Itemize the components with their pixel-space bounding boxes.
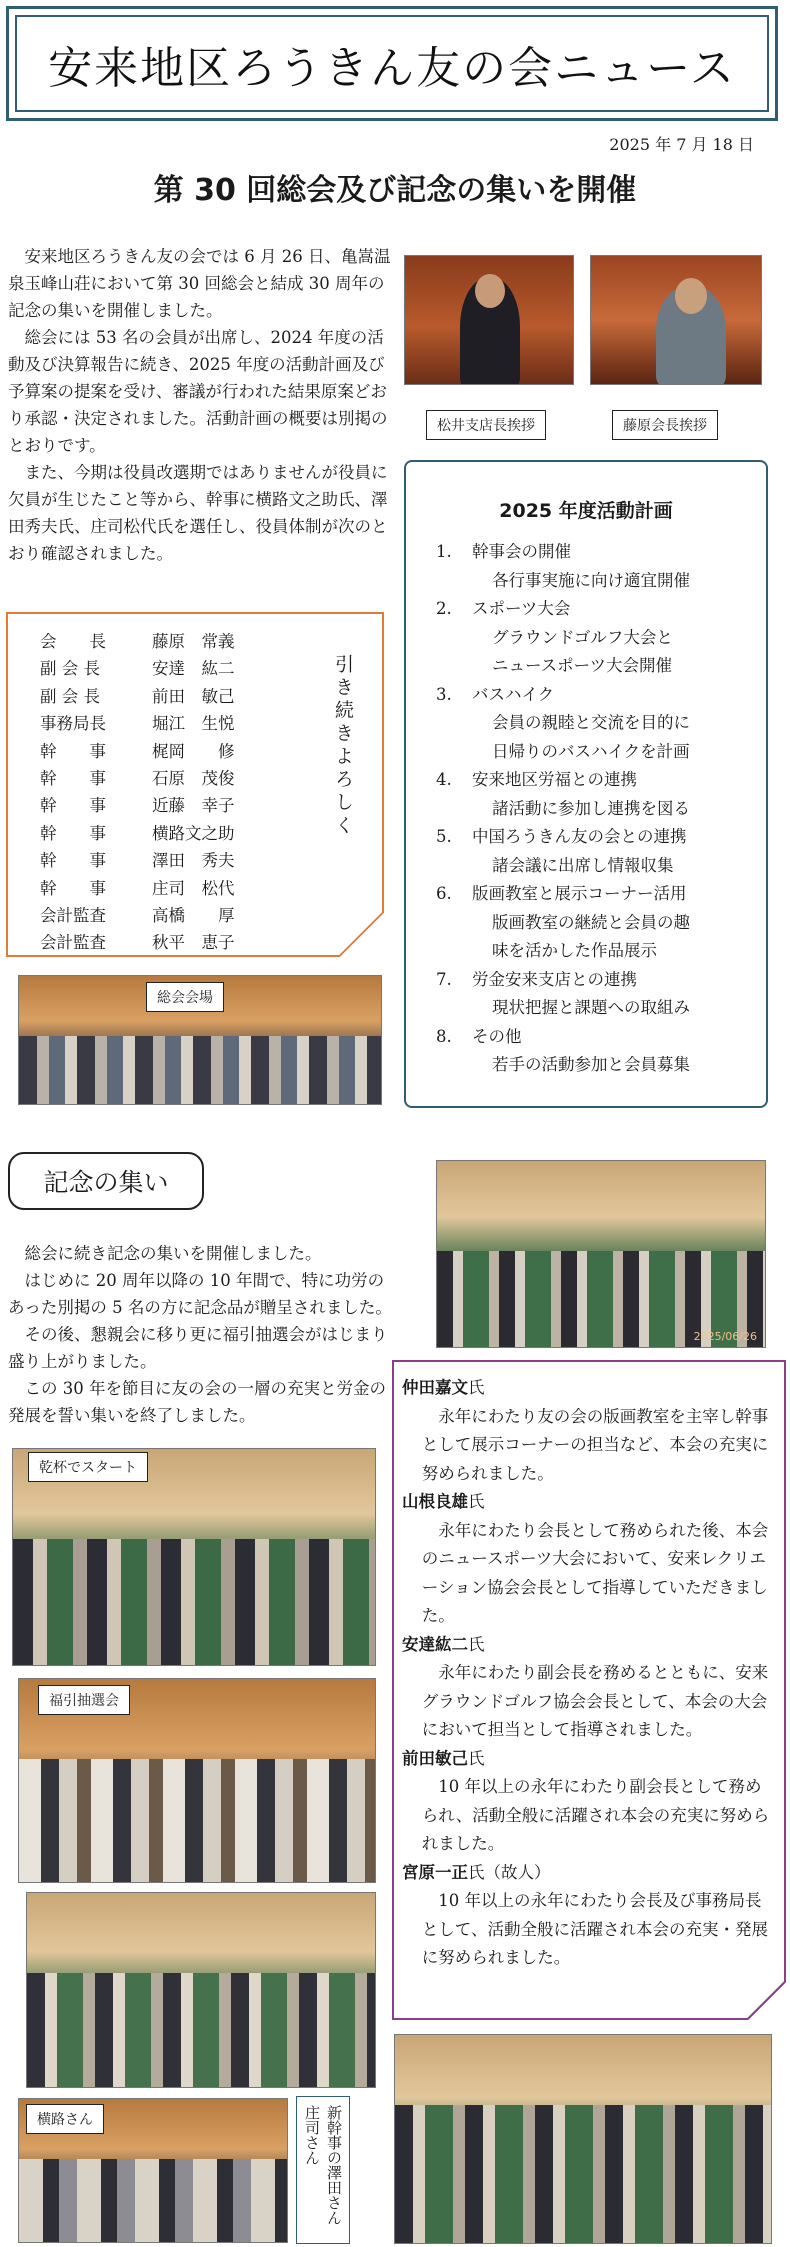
photo-branch-manager	[404, 255, 574, 385]
officer-name: 石原 茂俊	[152, 769, 235, 788]
officer-role: 幹 事	[40, 796, 106, 816]
officer-role: 幹 事	[40, 823, 106, 843]
activity-plan-heading: 労金安来支店との連携	[472, 969, 637, 989]
activity-plan-item	[436, 823, 756, 852]
activity-plan-heading: 幹事会の開催	[472, 542, 571, 561]
activity-plan-box	[404, 460, 768, 1108]
activity-plan-detail: 味を活かした作品展示	[492, 941, 657, 960]
officer-row	[40, 628, 262, 652]
honoree-name	[402, 1745, 776, 1774]
officer-row	[40, 655, 262, 679]
activity-plan-heading: バスハイク	[472, 684, 555, 704]
officer-name: 澤田 秀夫	[152, 851, 235, 871]
activity-plan-detail: 諸活動に参加し連携を図る	[492, 798, 690, 818]
activity-plan-list	[436, 538, 756, 1080]
honorees-list	[402, 1374, 776, 1973]
honoree-description: 10 年以上の永年にわたり副会長として務められ、活動全般に活躍され本会の充実に努められました。	[421, 1777, 770, 1853]
officer-row	[40, 875, 262, 899]
honoree-description: 永年にわたり会長として務められた後、本会のニュースポーツ大会において、安来レクリエーション協会会長として指導していただきました。	[421, 1520, 769, 1625]
kinen-paragraph: この 30 年を節目に友の会の一層の充実と労金の発展を誓い集いを終了しました。	[8, 1379, 386, 1425]
kinen-text	[8, 1240, 398, 1429]
officer-role: 幹 事	[40, 741, 106, 761]
activity-plan-detail: 日帰りのバスハイクを計画	[492, 741, 690, 761]
officer-name: 堀江 生悦	[152, 714, 235, 734]
caption-chairman: 藤原会長挨拶	[612, 410, 718, 440]
officer-role: 幹 事	[40, 769, 106, 788]
activity-plan-detail: 現状把握と課題への取組み	[492, 998, 690, 1017]
honoree-suffix: 氏	[468, 1378, 485, 1397]
photo-party-tables	[26, 1892, 376, 2088]
officer-row	[40, 820, 262, 844]
honoree-description: 永年にわたり友の会の版画教室を主宰し幹事として展示コーナーの担当など、本会の充実に努められました。	[421, 1406, 769, 1483]
caption-assembly: 総会会場	[146, 982, 224, 1012]
activity-plan-item	[436, 966, 756, 995]
caption-lottery: 福引抽選会	[38, 1685, 130, 1715]
officer-row	[40, 929, 262, 953]
officer-name: 安達 紘二	[152, 659, 235, 679]
activity-plan-number: 6.	[436, 884, 452, 903]
honoree-name	[402, 1488, 776, 1517]
activity-plan-heading: 中国ろうきん友の会との連携	[472, 827, 687, 846]
kinen-section-label: 記念の集い	[8, 1152, 204, 1210]
activity-plan-heading: スポーツ大会	[472, 599, 571, 618]
photo-party-overview	[436, 1160, 766, 1348]
kinen-paragraph: 総会に続き記念の集いを開催しました。	[24, 1244, 322, 1263]
officer-role: 会 長	[40, 632, 106, 651]
officer-role: 幹 事	[40, 878, 106, 898]
honoree-name-text: 安達紘二	[402, 1634, 468, 1654]
officer-name: 前田 敏己	[152, 686, 235, 706]
photo-timestamp: 2025/06/26	[693, 1330, 757, 1343]
caption-branch-manager: 松井支店長挨拶	[426, 410, 546, 440]
honoree-suffix: 氏	[468, 1748, 485, 1768]
officer-name: 横路文之助	[152, 823, 235, 843]
honoree-name	[402, 1374, 776, 1403]
officer-row	[40, 683, 262, 707]
officer-row	[40, 710, 262, 734]
intro-paragraph: 総会には 53 名の会員が出席し、2024 年度の活動及び決算報告に続き、2025 年度の活動計画及び予算案の提案を受け、審議が行われた結果原案どおり承認・決定されました。活動計画の概要は別掲のとおりです。	[8, 328, 388, 455]
officer-role: 会計監査	[40, 906, 106, 925]
officer-name: 庄司 松代	[152, 878, 235, 898]
officer-role: 事務局長	[40, 714, 106, 734]
photo-chairman	[590, 255, 762, 385]
newsletter-title: 安来地区ろうきん友の会ニュース	[48, 42, 736, 94]
kinen-paragraph: その後、懇親会に移り更に福引抽選会がはじまり盛り上がりました。	[8, 1325, 388, 1371]
caption-yokoji: 横路さん	[26, 2104, 104, 2134]
activity-plan-detail: 諸会議に出席し情報収集	[492, 855, 674, 875]
officer-role: 幹 事	[40, 851, 106, 871]
activity-plan-number: 8.	[436, 1026, 452, 1046]
officer-row	[40, 847, 262, 871]
activity-plan-item	[436, 1023, 756, 1052]
activity-plan-detail: 版画教室の継続と会員の趣	[492, 912, 690, 932]
honoree-suffix: 氏	[468, 1492, 485, 1511]
officer-row	[40, 792, 262, 816]
activity-plan-detail: ニュースポーツ大会開催	[492, 656, 673, 675]
activity-plan-detail: 各行事実施に向け適宜開催	[492, 570, 690, 590]
officer-row	[40, 765, 262, 789]
activity-plan-item	[436, 595, 756, 624]
officer-row	[40, 738, 262, 762]
honorees-box	[392, 1360, 786, 2020]
activity-plan-item	[436, 538, 756, 567]
honoree-suffix: 氏	[468, 1634, 485, 1654]
activity-plan-number: 3.	[436, 684, 452, 704]
officer-role: 会計監査	[40, 933, 106, 953]
activity-plan-title: 2025 年度活動計画	[499, 500, 673, 522]
activity-plan-detail: グラウンドゴルフ大会と	[492, 627, 673, 647]
honoree-name-text: 山根良雄	[402, 1492, 468, 1511]
activity-plan-detail: 若手の活動参加と会員募集	[492, 1055, 690, 1074]
activity-plan-item	[436, 681, 756, 710]
officer-name: 梶岡 修	[152, 741, 235, 761]
honoree-name-text: 仲田嘉文	[402, 1378, 468, 1397]
activity-plan-number: 7.	[436, 969, 452, 989]
activity-plan-number: 1.	[436, 542, 452, 561]
intro-paragraph: また、今期は役員改選期ではありませんが役員に欠員が生じたこと等から、幹事に横路文之助氏、澤田秀夫氏、庄司松代氏を選任し、役員体制が次のとおり確認されました。	[8, 463, 388, 563]
activity-plan-heading: 安来地区労福との連携	[472, 770, 637, 789]
headline: 第 30 回総会及び記念の集いを開催	[153, 173, 637, 208]
officers-closing-note: 引き続きよろしく	[332, 654, 354, 838]
officer-row	[40, 902, 262, 926]
honoree-name-text: 宮原一正	[402, 1862, 468, 1882]
intro-paragraph: 安来地区ろうきん友の会では 6 月 26 日、亀嵩温泉玉峰山荘において第 30 回総会と結成 30 周年の記念の集いを開催しました。	[8, 247, 391, 320]
masthead-inner	[15, 15, 769, 112]
activity-plan-number: 5.	[436, 827, 452, 846]
caption-new-officers: 新幹事の澤田さん 庄司さん	[296, 2096, 350, 2244]
officer-role: 副 会 長	[40, 659, 100, 679]
caption-toast: 乾杯でスタート	[28, 1452, 148, 1482]
masthead	[6, 6, 778, 121]
photo-banquet	[394, 2034, 772, 2244]
honoree-description: 永年にわたり副会長を務めるとともに、安来グラウンドゴルフ協会会長として、本会の大会において担当として指導されました。	[421, 1663, 769, 1739]
intro-text	[8, 243, 396, 567]
activity-plan-heading: 版画教室と展示コーナー活用	[472, 884, 687, 903]
honoree-name-text: 前田敏己	[402, 1748, 468, 1768]
activity-plan-item	[436, 766, 756, 795]
officer-name: 藤原 常義	[152, 632, 235, 651]
officer-role: 副 会 長	[40, 686, 100, 706]
officer-name: 高橋 厚	[152, 906, 235, 925]
activity-plan-number: 4.	[436, 770, 452, 789]
activity-plan-item	[436, 880, 756, 909]
kinen-paragraph: はじめに 20 周年以降の 10 年間で、特に功労のあった別掲の 5 名の方に記念品が贈呈されました。	[8, 1271, 392, 1317]
activity-plan-number: 2.	[436, 599, 452, 618]
honoree-description: 10 年以上の永年にわたり会長及び事務局長として、活動全般に活躍され本会の充実・発展に努められました。	[421, 1891, 768, 1967]
officer-name: 秋平 恵子	[152, 933, 235, 953]
officers-box-fold	[338, 911, 384, 957]
officer-name: 近藤 幸子	[152, 796, 235, 816]
activity-plan-detail: 会員の親睦と交流を目的に	[492, 713, 690, 732]
honoree-name	[402, 1631, 776, 1660]
honoree-name	[402, 1859, 776, 1888]
issue-date: 2025 年 7 月 18 日	[609, 135, 754, 154]
honorees-box-fold	[746, 1980, 786, 2020]
activity-plan-heading: その他	[472, 1026, 522, 1046]
honoree-suffix: 氏（故人）	[468, 1862, 551, 1882]
